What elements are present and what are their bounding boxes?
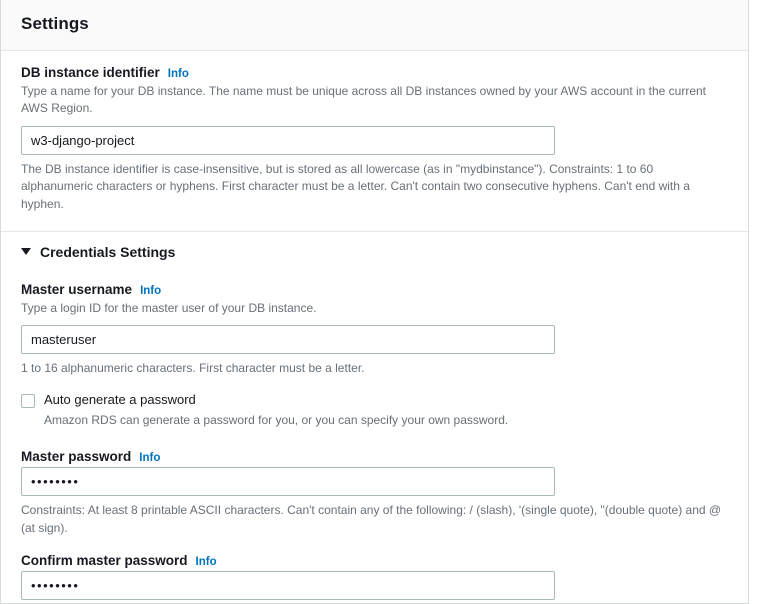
page-title: Settings: [21, 14, 89, 33]
master-username-input[interactable]: [21, 325, 555, 354]
confirm-master-password-input[interactable]: [21, 571, 555, 600]
db-instance-identifier-section: [1, 51, 748, 232]
credentials-expander[interactable]: [21, 244, 728, 262]
master-password-hint: Constraints: At least 8 printable ASCII characters. Can't contain any of the following: / (slash), '(single quote), "(double quote) and @ (at sign).: [21, 503, 722, 535]
master-username-field: [21, 282, 728, 378]
confirm-master-password-label-row: [21, 553, 728, 568]
auto-generate-password-label: Auto generate a password: [44, 391, 196, 407]
db-instance-label-row: [21, 65, 728, 80]
master-username-label: Master username: [21, 281, 133, 297]
confirm-master-password-info-link[interactable]: Info: [195, 555, 217, 568]
db-instance-description: Type a name for your DB instance. The name must be unique across all DB instances owned by your AWS account in the current AWS Region.: [21, 84, 707, 116]
auto-generate-password-description: Amazon RDS can generate a password for you, or you can specify your own password.: [44, 413, 509, 428]
db-instance-identifier-label: DB instance identifier: [21, 65, 160, 80]
credentials-settings-title: Credentials Settings: [40, 243, 176, 260]
master-password-field: [21, 449, 728, 537]
master-password-input[interactable]: [21, 467, 555, 496]
credentials-settings-section: [1, 232, 748, 604]
db-instance-identifier-input[interactable]: [21, 126, 555, 155]
auto-generate-password-row[interactable]: [21, 392, 728, 429]
db-instance-hint: The DB instance identifier is case-insensitive, but is stored as all lowercase (as in "mydbinstance"). Constraints: 1 to 60 alphanumeric characters or hyphens. First character must be a letter. Can't contain two consecutive hyphens. Can't end with a hyphen.: [21, 161, 690, 211]
master-password-label-row: [21, 449, 728, 464]
panel-header: [1, 0, 748, 51]
master-username-info-link[interactable]: Info: [140, 284, 162, 297]
master-password-label: Master password: [21, 449, 132, 465]
master-username-label-row: [21, 282, 728, 297]
master-password-info-link[interactable]: Info: [139, 452, 161, 465]
master-username-description: Type a login ID for the master user of your DB instance.: [21, 300, 317, 315]
auto-generate-password-checkbox[interactable]: [21, 394, 35, 408]
master-username-hint: 1 to 16 alphanumeric characters. First character must be a letter.: [21, 361, 365, 376]
auto-generate-password-text: [44, 392, 508, 429]
confirm-master-password-label: Confirm master password: [21, 552, 188, 568]
caret-down-icon[interactable]: [21, 248, 31, 255]
db-instance-info-link[interactable]: Info: [167, 68, 189, 80]
confirm-master-password-field: [21, 553, 728, 600]
